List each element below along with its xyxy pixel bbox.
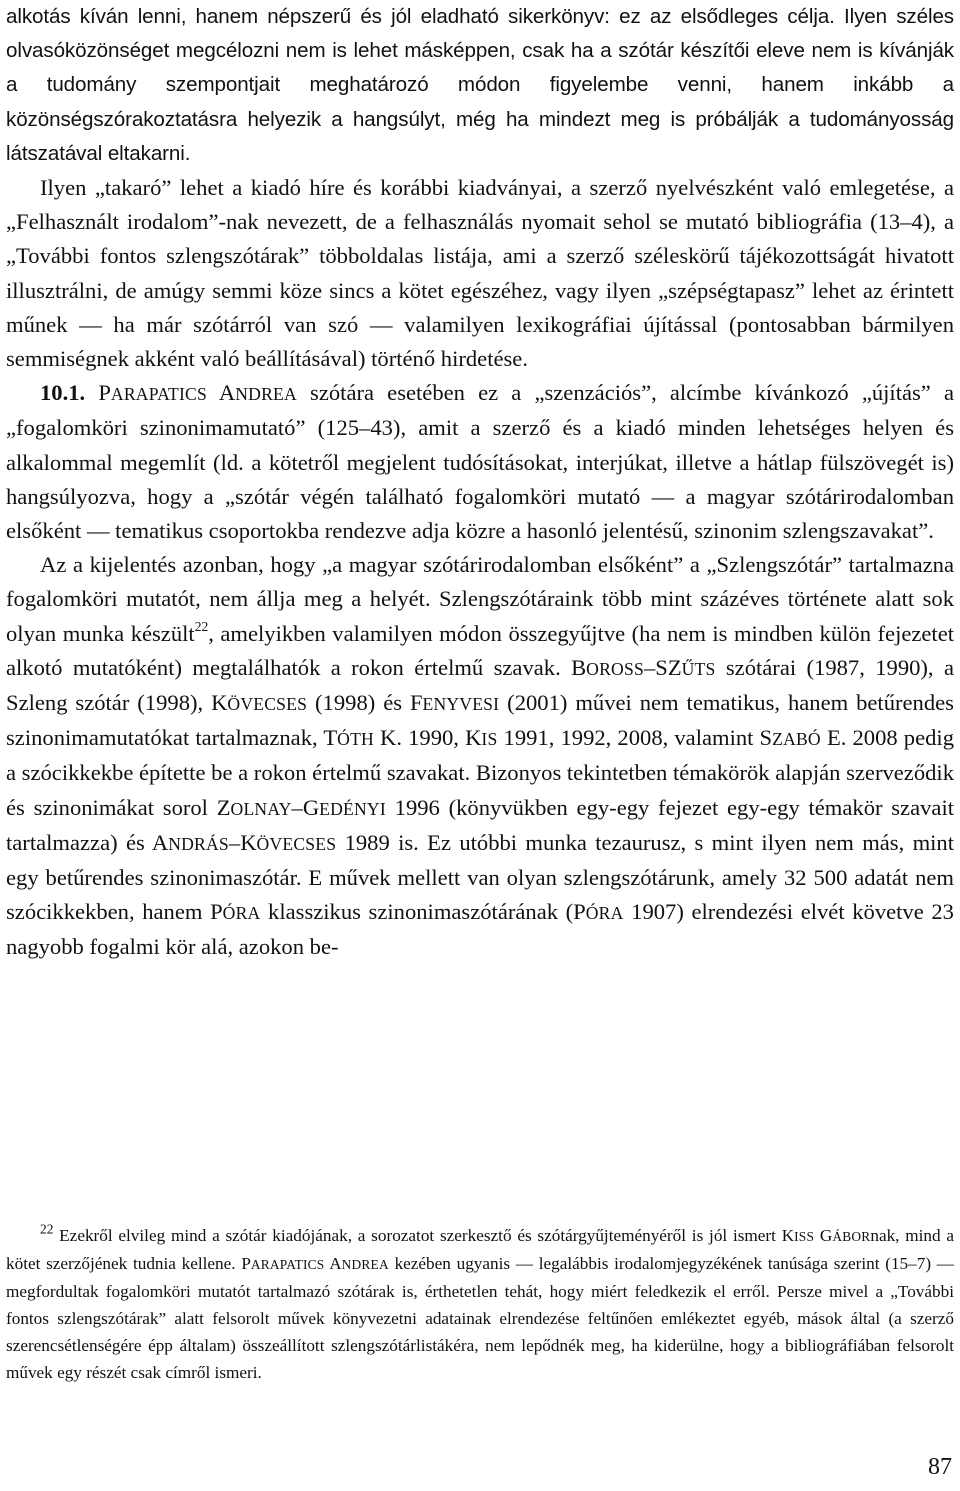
author-kis: KIS	[465, 725, 498, 751]
author-pora: PÓRA	[210, 899, 261, 925]
section-10-1-paragraph	[6, 376, 954, 548]
author-zolnay: ZOLNAY	[216, 794, 292, 820]
section-text: szótára esetében ez a „szenzációs”, alcímbe kívánkozó „újítás” a „fogalomköri szinonimamutató” (125–43), amit a szerző és a kiadó minden lehetséges helyen és alkalommal megemlít (ld. a kötetről megjelent tudósításokat, interjúkat, illetve a hátlap fülszövegét is) hangsúlyozva, hogy a „szótár végén található fogalomköri mutató –– a magyar szótárirodalomban elsőként –– tematikus csoportokba rendezve adja közre a hasonló jelentésű, szinonim szlengszavakat”.	[6, 380, 955, 544]
author-toth: TÓTH	[323, 725, 374, 751]
intro-paragraph: alkotás kíván lenni, hanem népszerű és jól eladható sikerkönyv: ez az elsődleges célja. Ilyen széles olvasóközönséget megcélozni nem is lehet másképpen, csak ha a szótár készítői eleve nem is kívánják a tudomány szempontjait meghatározó módon figyelembe venni, hanem inkább a közönségszórakoztatásra helyezik a hangsúlyt, még ha mindezt meg is próbálják a tudományosság látszatával eltakarni.	[6, 5, 954, 165]
author-andras: ANDRÁS	[151, 829, 229, 855]
author-fenyvesi: FENYVESI	[409, 690, 500, 716]
footnote-mark: 22	[40, 1221, 54, 1237]
author-szuts: SZŰTS	[655, 654, 716, 680]
author-kiss-gabor: KISS GÁBOR	[781, 1226, 871, 1245]
footnote-reference: 22	[194, 618, 209, 634]
section-number: 10.1.	[40, 380, 86, 406]
az-a-paragraph: Az a kijelentés azonban, hogy „a magyar szótárirodalomban elsőként” a „Szlengszótár” tartalmazna fogalomköri mutatót, nem állja meg a helyét. Szlengszótáraink több mint százéves története alatt sok olyan munka készült$^{22}$, amelyikben valamilyen módon összegyűjtve (ha nem is mindben külön fejezetet alkotó mutatóként) megtalálhatók a rokon értelmű szavak. BOROSS–SZŰTS szótárai (1987, 1990), a Szleng szótár (1998), KÖVECSES (1998) és FENYVESI (2001) művei nem tematikus, hanem betűrendes szinonimamutatókat tartalmaznak, TÓTH K. 1990, KIS 1991, 1992, 2008, valamint SZABÓ E. 2008 pedig a szócikkekbe építette be a rokon értelmű szavakat. Bizonyos tekintetben témakörök alapján szerveződik és szinonimákat sorol ZOLNAY–GEDÉNYI 1996 (könyvükben egy-egy fejezet egy-egy témakör szavait tartalmazza) és ANDRÁS–KÖVECSES 1989 is. Ez utóbbi munka tezaurusz, s mint ilyen nem más, mint egy betűrendes szinonimaszótár. E művek mellett van olyan szlengszótárunk, amely 32 500 adatát nem szócikkekben, hanem PÓRA klasszikus szinonimaszótárának (PÓRA 1907) elrendezési elvét követve 23 nagyobb fogalmi kör alá, azokon be-	[6, 552, 955, 960]
page-content	[6, 0, 954, 965]
footnote-22: $^{22}$ Ezekről elvileg mind a szótár kiadójának, a sorozatot szerkesztő és szótárgyűjteményéről is jól ismert KISS GÁBORnak, mind a kötet szerzőjének tudnia kellene. PARAPATICS ANDREA kezében ugyanis –– legalábbis irodalomjegyzékének tanúsága szerint (15–7) –– megfordultak fogalomköri mutatót tartalmazó szótárak is, érthetetlen tehát, hogy miért feledkezik el erről. Persze mivel a „További fontos szlengszótárak” alatt felsorolt művek könyvezetni adatainak elrendezése feltűnően emlékeztet egyéb, mások által (a szerző szerencsétlenségére épp általam) összeállított szlengszótárlistákéra, nem lepődnék meg, ha kiderülne, hogy a bibliográfiában felsorolt művek egy részét csak címről ismeri.	[6, 1221, 954, 1382]
page-number: 87	[928, 1454, 952, 1480]
author-pora-2: PÓRA	[573, 899, 624, 925]
takaro-paragraph: Ilyen „takaró” lehet a kiadó híre és korábbi kiadványai, a szerző nyelvészként való emlegetése, a „Felhasznált irodalom”-nak nevezett, de a felhasználás nyomait sehol se mutató bibliográfia (13–4), a „További fontos szlengszótárak” többoldalas listája, ami a szerző széleskörű tájékozottságát hivatott illusztrálni, de amúgy semmi köze sincs a kötet egészéhez, vagy ilyen „szépségtapasz” lehet az érintett műnek –– ha már szótárról van szó –– valamilyen lexikográfiai újítással (pontosabban bármilyen semmiségnek akként való beállításával) történő hirdetése.	[6, 175, 954, 372]
author-kovecses-2: KÖVECSES	[240, 829, 337, 855]
author-kovecses: KÖVECSES	[211, 690, 308, 716]
author-szabo: SZABÓ	[759, 725, 821, 751]
footnotes	[6, 1222, 954, 1386]
author-gedenyi: GEDÉNYI	[302, 794, 386, 820]
author-name: PARAPATICS ANDREA	[98, 380, 297, 406]
author-boross: BOROSS	[571, 654, 644, 680]
author-parapatics: PARAPATICS ANDREA	[241, 1254, 389, 1273]
